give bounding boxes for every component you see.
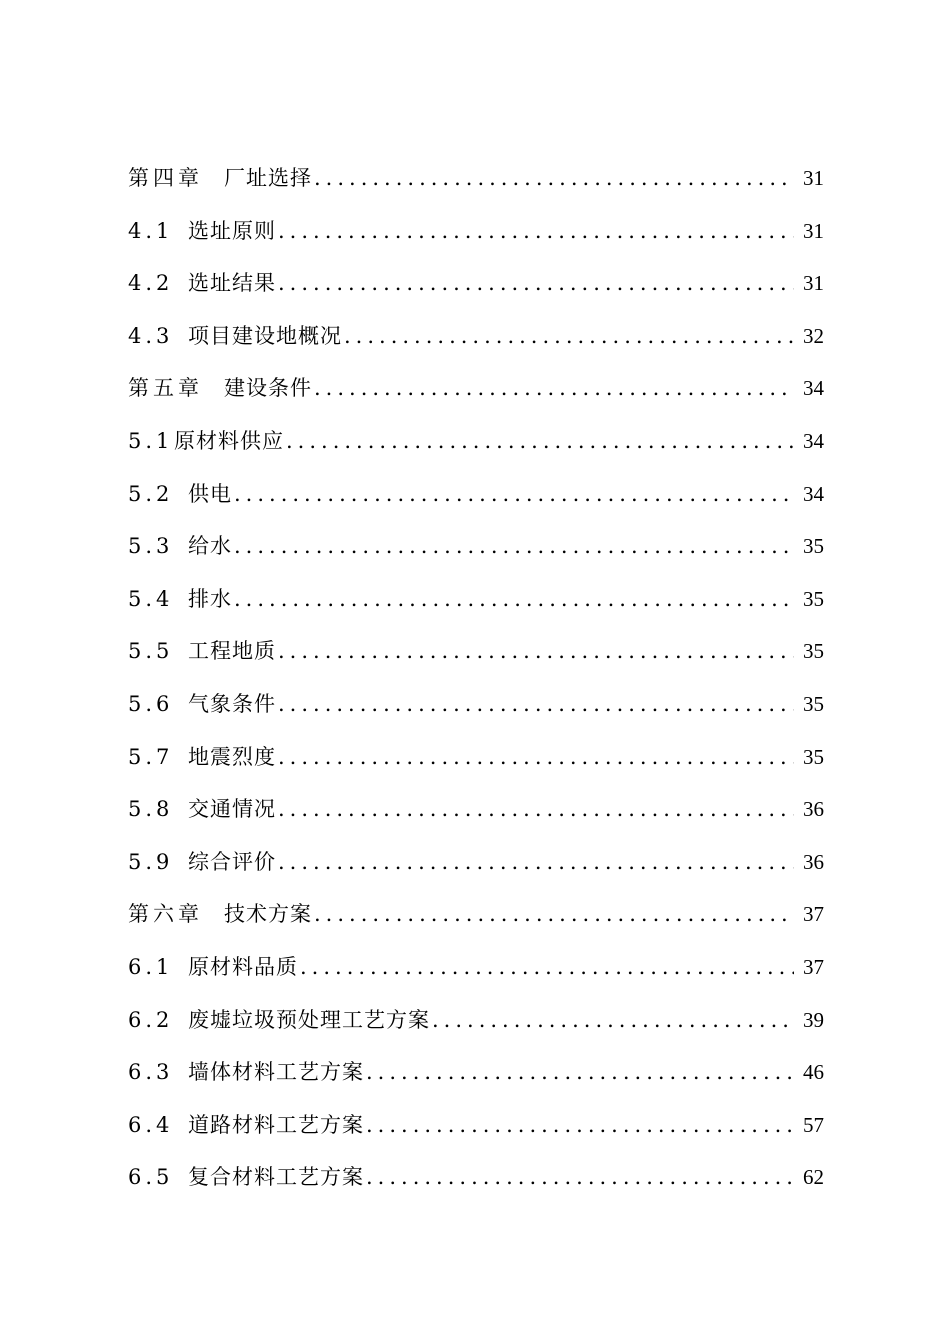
toc-entry-title: 建设条件 xyxy=(224,376,312,401)
toc-entry-title: 复合材料工艺方案 xyxy=(188,1165,364,1190)
toc-entry-number: 4.3 xyxy=(128,323,174,348)
toc-dot-leader xyxy=(234,573,794,626)
toc-entry-5-4[interactable] xyxy=(128,573,824,626)
toc-entry-chapter-4[interactable] xyxy=(128,152,824,205)
toc-dot-leader xyxy=(278,257,794,310)
toc-entry-page: 31 xyxy=(803,166,824,190)
toc-entry-page: 34 xyxy=(803,376,824,401)
toc-entry-chapter-5[interactable] xyxy=(128,362,824,415)
toc-entry-title: 交通情况 xyxy=(188,797,276,822)
toc-entry-title: 原材料供应 xyxy=(174,428,284,453)
toc-dot-leader xyxy=(344,310,794,363)
toc-entry-number: 5.2 xyxy=(128,481,174,506)
toc-entry-6-2[interactable] xyxy=(128,994,824,1047)
toc-entry-title: 选址原则 xyxy=(188,218,276,243)
toc-dot-leader xyxy=(314,362,794,415)
toc-entry-number: 6.1 xyxy=(128,954,174,979)
toc-entry-page: 35 xyxy=(803,534,824,559)
toc-entry-number: 5.4 xyxy=(128,586,174,611)
toc-entry-chapter-6[interactable] xyxy=(128,888,824,941)
toc-entry-page: 37 xyxy=(803,902,824,927)
toc-entry-number: 6.2 xyxy=(128,1007,174,1032)
toc-entry-title: 给水 xyxy=(188,534,232,559)
toc-entry-title: 厂址选择 xyxy=(224,166,312,190)
toc-entry-number: 第六章 xyxy=(128,902,203,927)
toc-entry-5-1[interactable] xyxy=(128,415,824,468)
toc-entry-page: 32 xyxy=(803,323,824,348)
toc-entry-5-5[interactable] xyxy=(128,625,824,678)
toc-entry-title: 气象条件 xyxy=(188,691,276,716)
toc-dot-leader xyxy=(314,152,794,205)
toc-entry-number: 4.1 xyxy=(128,218,174,243)
toc-entry-page: 36 xyxy=(803,797,824,822)
toc-entry-number: 4.2 xyxy=(128,271,174,296)
toc-entry-page: 34 xyxy=(803,481,824,506)
toc-entry-title: 选址结果 xyxy=(188,271,276,296)
toc-dot-leader xyxy=(366,1046,794,1099)
toc-entry-title: 工程地质 xyxy=(188,639,276,664)
toc-dot-leader xyxy=(278,625,794,678)
toc-entry-title: 地震烈度 xyxy=(188,744,276,769)
toc-dot-leader xyxy=(278,678,794,731)
toc-dot-leader xyxy=(366,1151,794,1204)
toc-dot-leader xyxy=(286,415,794,468)
toc-entry-5-2[interactable] xyxy=(128,468,824,521)
toc-entry-title: 综合评价 xyxy=(188,849,276,874)
toc-entry-page: 34 xyxy=(803,428,824,453)
toc-entry-number: 5.5 xyxy=(128,639,174,664)
toc-entry-number: 6.5 xyxy=(128,1165,174,1190)
toc-dot-leader xyxy=(234,520,794,573)
toc-dot-leader xyxy=(278,731,794,784)
toc-entry-number: 5.8 xyxy=(128,797,174,822)
toc-entry-number: 5.1 xyxy=(128,428,174,453)
toc-dot-leader xyxy=(278,783,794,836)
toc-dot-leader xyxy=(278,836,794,889)
toc-entry-5-7[interactable] xyxy=(128,731,824,784)
toc-entry-title: 供电 xyxy=(188,481,232,506)
toc-entry-number: 5.3 xyxy=(128,534,174,559)
toc-entry-6-5[interactable] xyxy=(128,1151,824,1204)
toc-entry-page: 36 xyxy=(803,849,824,874)
toc-entry-number: 5.9 xyxy=(128,849,174,874)
toc-entry-page: 39 xyxy=(803,1007,824,1032)
toc-entry-6-4[interactable] xyxy=(128,1099,824,1152)
toc-dot-leader xyxy=(366,1099,794,1152)
toc-entry-page: 31 xyxy=(803,271,824,296)
toc-entry-5-3[interactable] xyxy=(128,520,824,573)
toc-entry-number: 6.3 xyxy=(128,1060,174,1085)
toc-entry-page: 46 xyxy=(803,1060,824,1085)
toc-entry-title: 原材料品质 xyxy=(188,954,298,979)
toc-entry-page: 37 xyxy=(803,954,824,979)
toc-dot-leader xyxy=(300,941,794,994)
toc-entry-number: 5.6 xyxy=(128,691,174,716)
toc-entry-page: 31 xyxy=(803,218,824,243)
toc-entry-number: 第五章 xyxy=(128,376,203,401)
toc-entry-5-8[interactable] xyxy=(128,783,824,836)
toc-entry-4-3[interactable] xyxy=(128,310,824,363)
toc-entry-number: 6.4 xyxy=(128,1112,174,1137)
table-of-contents xyxy=(128,152,824,1204)
toc-entry-6-3[interactable] xyxy=(128,1046,824,1099)
toc-entry-4-1[interactable] xyxy=(128,205,824,258)
toc-entry-6-1[interactable] xyxy=(128,941,824,994)
toc-dot-leader xyxy=(314,888,794,941)
toc-entry-page: 35 xyxy=(803,691,824,716)
toc-entry-page: 35 xyxy=(803,744,824,769)
toc-entry-title: 排水 xyxy=(188,586,232,611)
toc-entry-title: 技术方案 xyxy=(224,902,312,927)
toc-entry-number: 5.7 xyxy=(128,744,174,769)
toc-entry-title: 墙体材料工艺方案 xyxy=(188,1060,364,1085)
toc-entry-page: 35 xyxy=(803,586,824,611)
toc-entry-page: 57 xyxy=(803,1112,824,1137)
toc-entry-title: 废墟垃圾预处理工艺方案 xyxy=(188,1007,430,1032)
toc-entry-page: 35 xyxy=(803,639,824,664)
toc-entry-4-2[interactable] xyxy=(128,257,824,310)
toc-dot-leader xyxy=(278,205,794,258)
toc-entry-title: 项目建设地概况 xyxy=(188,323,342,348)
toc-entry-5-6[interactable] xyxy=(128,678,824,731)
toc-entry-number: 第四章 xyxy=(128,166,203,190)
toc-entry-page: 62 xyxy=(803,1165,824,1190)
toc-dot-leader xyxy=(234,468,794,521)
toc-dot-leader xyxy=(432,994,794,1047)
toc-entry-title: 道路材料工艺方案 xyxy=(188,1112,364,1137)
toc-entry-5-9[interactable] xyxy=(128,836,824,889)
